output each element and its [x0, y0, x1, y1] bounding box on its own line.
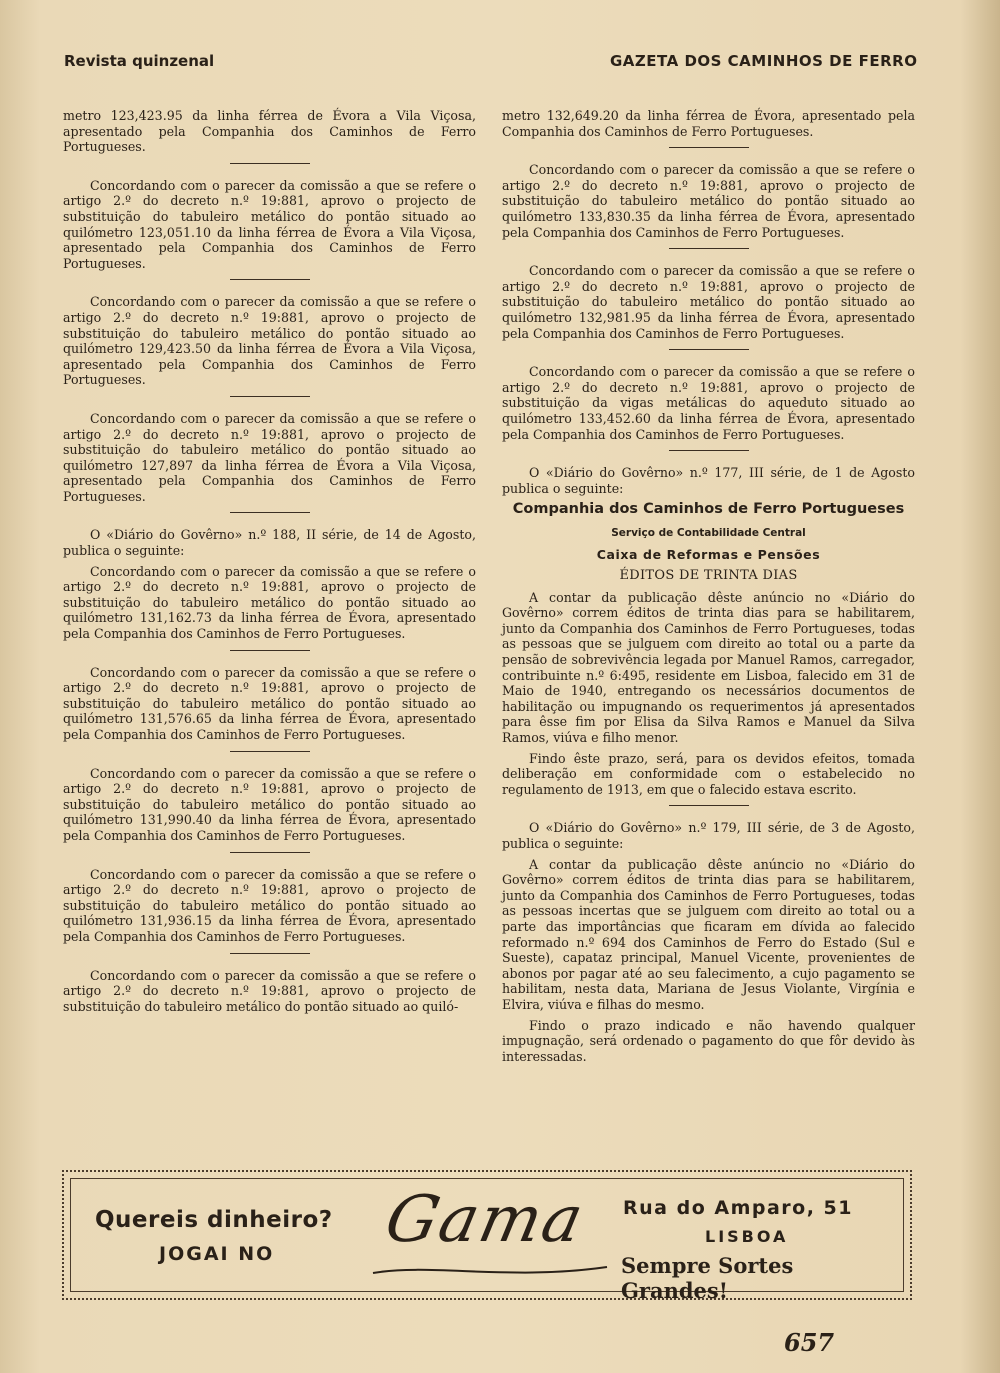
logo-swash [371, 1259, 611, 1279]
left-paragraph-9: Concordando com o parecer da comissão a que se refere o artigo 2.º do decreto n.º 19:881, aprovo o projecto de substituição do tabuleiro metálico do pontão situado ao quilómetro 131,936.15 da linha férrea de Évora, apresentado pela Companhia dos Caminhos de Ferro Portugueses. [63, 866, 476, 944]
right-paragraph-1: metro 132,649.20 da linha férrea de Évora, apresentado pela Companhia dos Caminhos de Ferro Portugueses. [502, 108, 915, 139]
ad-city: LISBOA [705, 1227, 789, 1246]
left-paragraph-8: Concordando com o parecer da comissão a que se refere o artigo 2.º do decreto n.º 19:881, aprovo o projecto de substituição do tabuleiro metálico do pontão situado ao quilómetro 131,990.40 da linha férrea de Évora, apresentado pela Companhia dos Caminhos de Ferro Portugueses. [63, 765, 476, 843]
divider [230, 852, 310, 853]
right-paragraph-10: Findo o prazo indicado e não havendo qualquer impugnação, será ordenado o pagamento do que fôr devido às interessadas. [502, 1017, 915, 1064]
right-paragraph-5: O «Diário do Govêrno» n.º 177, III série, de 1 de Agosto publica o seguinte: [502, 465, 915, 496]
divider [230, 953, 310, 954]
ad-slogan: Sempre Sortes Grandes! [621, 1253, 794, 1303]
divider [669, 450, 749, 451]
divider [230, 279, 310, 280]
ad-play-text: JOGAI NO [159, 1243, 275, 1265]
divider [230, 163, 310, 164]
ad-address: Rua do Amparo, 51 [623, 1197, 853, 1219]
page-number: 657 [784, 1328, 835, 1357]
divider [230, 650, 310, 651]
divider [230, 512, 310, 513]
divider [230, 396, 310, 397]
header-right: GAZETA DOS CAMINHOS DE FERRO [610, 52, 918, 70]
left-paragraph-3: Concordando com o parecer da comissão a que se refere o artigo 2.º do decreto n.º 19:881, aprovo o projecto de substituição do tabuleiro metálico do pontão situado ao quilómetro 129,423.50 da linha férrea de Évora a Vila Viçosa, apresentado pela Companhia dos Caminhos de Ferro Portugueses. [63, 294, 476, 388]
header-left: Revista quinzenal [64, 52, 215, 70]
left-paragraph-2: Concordando com o parecer da comissão a que se refere o artigo 2.º do decreto n.º 19:881, aprovo o projecto de substituição do tabuleiro metálico do pontão situado ao quilómetro 123,051.10 da linha férrea de Évora a Vila Viçosa, apresentado pela Companhia dos Caminhos de Ferro Portugueses. [63, 177, 476, 271]
right-paragraph-4: Concordando com o parecer da comissão a que se refere o artigo 2.º do decreto n.º 19:881, aprovo o projecto de substituição da vigas metálicas do aqueduto situado ao quilómetro 133,452.60 da linha férrea de Évora, apresentado pela Companhia dos Caminhos de Ferro Portugueses. [502, 364, 915, 442]
left-paragraph-1: metro 123,423.95 da linha férrea de Évora a Vila Viçosa, apresentado pela Companhia dos Caminhos de Ferro Portugueses. [63, 108, 476, 155]
left-paragraph-6: Concordando com o parecer da comissão a que se refere o artigo 2.º do decreto n.º 19:881, aprovo o projecto de substituição do tabuleiro metálico do pontão situado ao quilómetro 131,162.73 da linha férrea de Évora, apresentado pela Companhia dos Caminhos de Ferro Portugueses. [63, 563, 476, 642]
left-paragraph-7: Concordando com o parecer da comissão a que se refere o artigo 2.º do decreto n.º 19:881, aprovo o projecto de substituição do tabuleiro metálico do pontão situado ao quilómetro 131,576.65 da linha férrea de Évora, apresentado pela Companhia dos Caminhos de Ferro Portugueses. [63, 664, 476, 742]
right-paragraph-6: A contar da publicação dêste anúncio no «Diário do Govêrno» correm éditos de trinta dias para se habilitarem, junto da Companhia dos Caminhos de Ferro Portugueses, todas as pessoas que se julguem com direito ao total ou a parte da pensão de sobrevivência legada por Manuel Ramos, carregador, contribuinte n.º 6:495, residente em Lisboa, falecido em 31 de Maio de 1940, entregando os necessários documentos de habilitação ou impugnando os requerimentos já apresentados para êsse fim por Elisa da Silva Ramos e Manuel da Silva Ramos, viúva e filho menor. [502, 589, 915, 745]
right-paragraph-8: O «Diário do Govêrno» n.º 179, III série, de 3 de Agosto, publica o seguinte: [502, 820, 915, 851]
caixa-heading: Caixa de Reformas e Pensões [596, 547, 821, 563]
service-heading: Serviço de Contabilidade Central [611, 526, 806, 539]
left-paragraph-10: Concordando com o parecer da comissão a que se refere o artigo 2.º do decreto n.º 19:881, aprovo o projecto de substituição do tabuleiro metálico do pontão situado ao quiló- [63, 967, 476, 1014]
ad-inner-frame [70, 1178, 904, 1303]
company-heading: Companhia dos Caminhos de Ferro Portugueses [512, 501, 905, 518]
right-paragraph-2: Concordando com o parecer da comissão a que se refere o artigo 2.º do decreto n.º 19:881, aprovo o projecto de substituição do tabuleiro metálico do pontão situado ao quilómetro 133,830.35 da linha férrea de Évora, apresentado pela Companhia dos Caminhos de Ferro Portugueses. [502, 162, 915, 240]
divider [669, 248, 749, 249]
right-paragraph-3: Concordando com o parecer da comissão a que se refere o artigo 2.º do decreto n.º 19:881, aprovo o projecto de substituição do tabuleiro metálico do pontão situado ao quilómetro 132,981.95 da linha férrea de Évora, apresentado pela Companhia dos Caminhos de Ferro Portugueses. [502, 263, 915, 341]
right-paragraph-7: Findo êste prazo, será, para os devidos efeitos, tomada deliberação em conformidade com o estabelecido no regulamento de 1913, em que o falecido estava escrito. [502, 750, 915, 797]
gama-logo: Gama [379, 1183, 591, 1257]
divider [669, 349, 749, 350]
ad-question: Quereis dinheiro? [95, 1207, 333, 1233]
gama-advertisement [62, 1170, 912, 1303]
divider [669, 805, 749, 806]
left-paragraph-5: O «Diário do Govêrno» n.º 188, II série, de 14 de Agosto, publica o seguinte: [63, 527, 476, 559]
editos-heading: ÉDITOS DE TRINTA DIAS [619, 568, 798, 584]
divider [669, 147, 749, 148]
right-column [502, 108, 915, 1069]
left-paragraph-4: Concordando com o parecer da comissão a que se refere o artigo 2.º do decreto n.º 19:881, aprovo o projecto de substituição do tabuleiro metálico do pontão situado ao quilómetro 127,897 da linha férrea de Évora a Vila Viçosa, apresentado pela Companhia dos Caminhos de Ferro Portugueses. [63, 410, 476, 504]
right-paragraph-9: A contar da publicação dêste anúncio no «Diário do Govêrno» correm éditos de trinta dias para se habilitarem, junto da Companhia dos Caminhos de Ferro Portugueses, todas as pessoas incertas que se julguem com direito ao total ou a parte das importâncias que ficaram em dívida ao falecido reformado n.º 694 dos Caminhos de Ferro do Estado (Sul e Sueste), capataz principal, Manuel Vicente, provenientes de abonos por pagar até ao seu falecimento, a cujo pagamento se habilitam, nesta data, Mariana de Jesus Violante, Virgínia e Elvira, viúva e filhas do mesmo. [502, 856, 915, 1012]
divider [230, 751, 310, 752]
left-column [63, 108, 476, 1019]
